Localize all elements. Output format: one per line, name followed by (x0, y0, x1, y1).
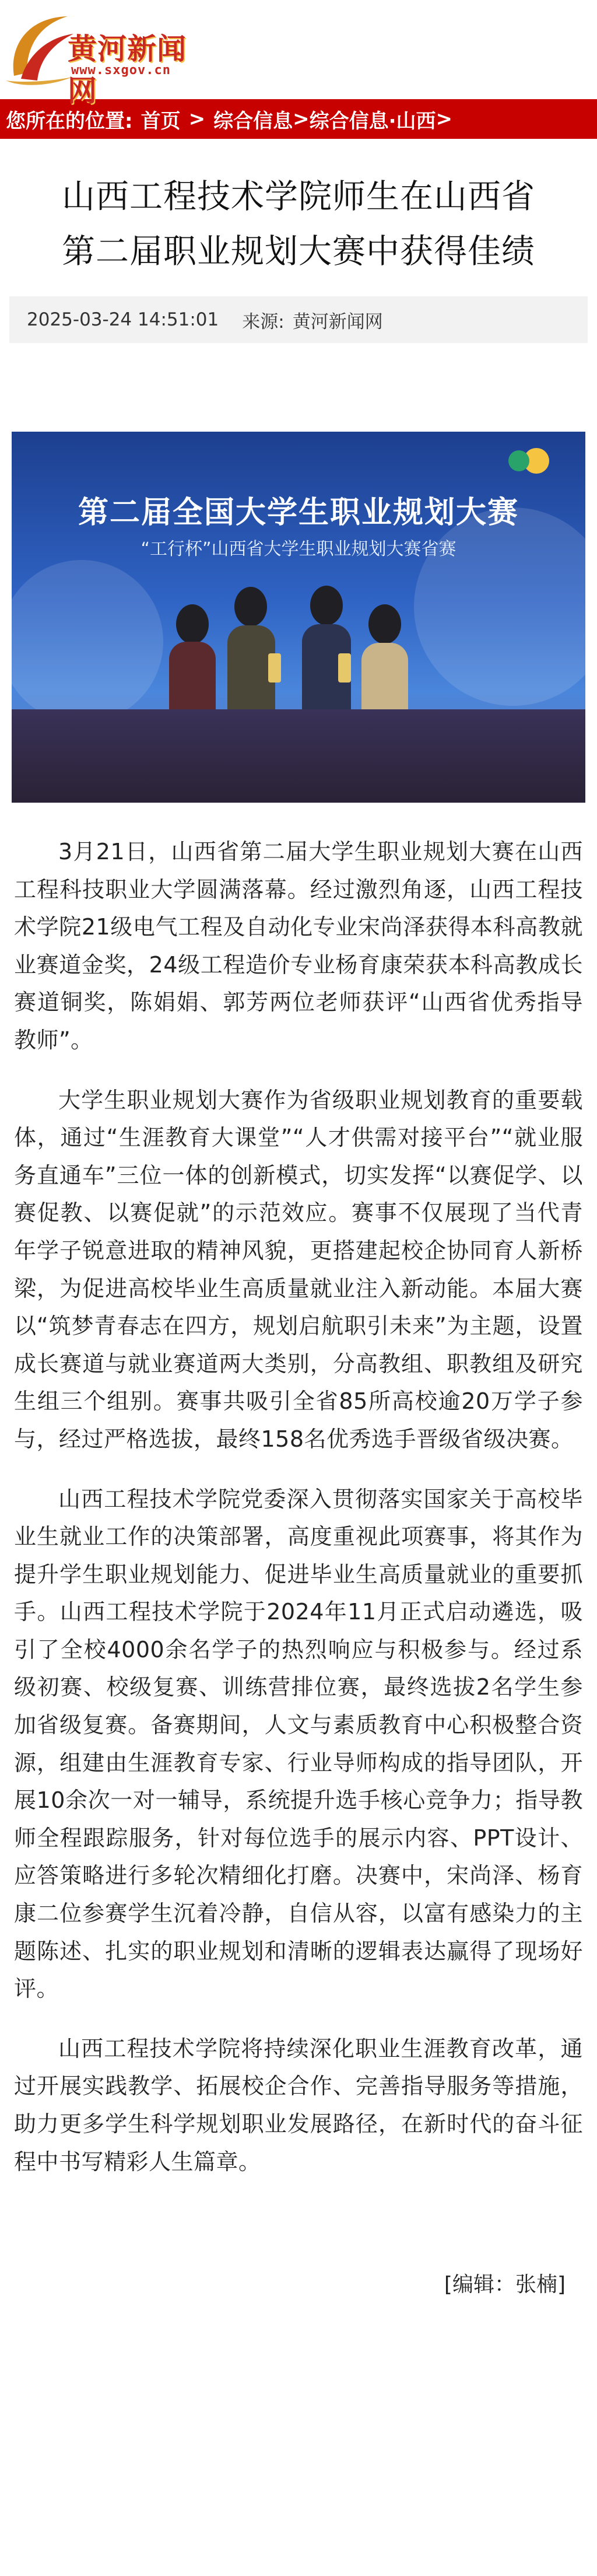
paragraph-2: 大学生职业规划大赛作为省级职业规划教育的重要载体，通过“生涯教育大课堂”“人才供需对接平台”“就业服务直通车”三位一体的创新模式，切实发挥“以赛促学、以赛促教、以赛促就”的示范效应。赛事不仅展现了当代青年学子锐意进取的精神风貌，更搭建起校企协同育人新桥梁，为促进高校毕业生高质量就业注入新动能。本届大赛以“筑梦青春志在四方，规划启航职引未来”为主题，设置成长赛道与就业赛道两大类别，分高教组、职教组及研究生组三个组别。赛事共吸引全省85所高校逾20万学子参与，经过严格选拔，最终158名优秀选手晋级省级决赛。 (14, 1087, 583, 1452)
article-meta (9, 296, 588, 343)
title-line-1: 山西工程技术学院师生在山西省 (62, 177, 535, 216)
photo-stage-floor (12, 709, 585, 803)
article-body (0, 833, 597, 2298)
breadcrumb-subsection-link[interactable]: 综合信息·山西 (309, 109, 436, 133)
site-header (0, 0, 597, 108)
photo-banner-subtitle: “工行杯”山西省大学生职业规划大赛省赛 (141, 539, 456, 559)
breadcrumb-separator: > (188, 107, 206, 131)
paragraph-4: 山西工程技术学院将持续深化职业生涯教育改革，通过开展实践教学、拓展校企合作、完善指导服务等措施，助力更多学生科学规划职业发展路径，在新时代的奋斗征程中书写精彩人生篇章。 (14, 2035, 583, 2175)
source-label: 来源: (242, 311, 285, 332)
breadcrumb-prefix: 您所在的位置: (6, 109, 133, 133)
site-url: www.sxgov.cn (71, 63, 171, 78)
site-name: 黄河新闻网 (68, 32, 187, 108)
breadcrumb-separator: > (293, 107, 310, 131)
title-line-2: 第二届职业规划大赛中获得佳绩 (62, 232, 535, 271)
article-photo (12, 432, 585, 803)
source-name: 黄河新闻网 (292, 311, 383, 332)
editor-credit: [编辑：张楠] (444, 2273, 566, 2297)
paragraph-1: 3月21日，山西省第二届大学生职业规划大赛在山西工程科技职业大学圆满落幕。经过激烈角逐，山西工程技术学院21级电气工程及自动化专业宋尚泽获得本科高教就业赛道金奖，24级工程造价专业杨育康荣获本科高教成长赛道铜奖，陈娟娟、郭芳两位老师获评“山西省优秀指导教师”。 (14, 839, 583, 1053)
breadcrumb-home-link[interactable]: 首页 (141, 109, 181, 133)
paragraph-3: 山西工程技术学院党委深入贯彻落实国家关于高校毕业生就业工作的决策部署，高度重视此项赛事，将其作为提升学生职业规划能力、促进毕业生高质量就业的重要抓手。山西工程技术学院于2024年11月正式启动遴选，吸引了全校4000余名学子的热烈响应与积极参与。经过系级初赛、校级复赛、训练营排位赛，最终选拔2名学生参加省级复赛。备赛期间，人文与素质教育中心积极整合资源，组建由生涯教育专家、行业导师构成的指导团队，开展10余次一对一辅导，系统提升选手核心竞争力；指导教师全程跟踪服务，针对每位选手的展示内容、PPT设计、应答策略进行多轮次精细化打磨。决赛中，宋尚泽、杨育康二位参赛学生沉着冷静，自信从容，以富有感染力的主题陈述、扎实的职业规划和清晰的逻辑表达赢得了现场好评。 (14, 1486, 583, 2002)
site-logo[interactable] (3, 6, 190, 108)
photo-banner-title: 第二届全国大学生职业规划大赛 (78, 495, 519, 530)
publish-datetime: 2025-03-24 14:51:01 (27, 309, 219, 330)
article-title (0, 139, 597, 279)
breadcrumb-suffix: > (436, 107, 453, 131)
breadcrumb-section-link[interactable]: 综合信息 (213, 109, 293, 133)
